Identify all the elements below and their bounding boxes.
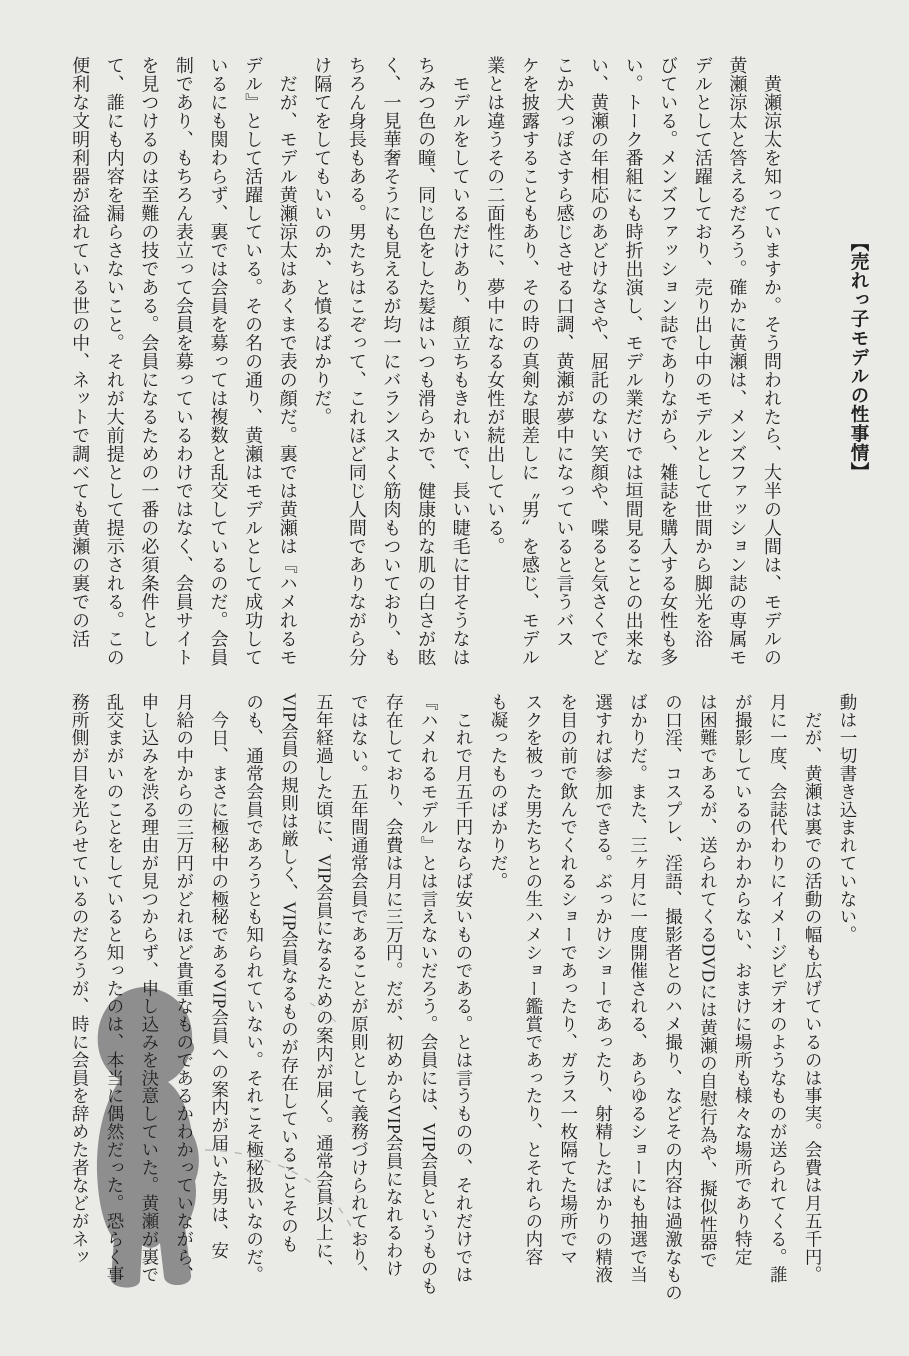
- text-column: ケを披露することもあり、その時の真剣な眼差しに〝男〟を感じ、モデル: [519, 56, 540, 667]
- text-column: 申し込みを渋る理由が見つからず、申し込みを決意していた。黄瀬が裏で: [139, 693, 160, 1284]
- text-column: 存在しており、会費は月に三万円。だが、初めからVIP会員になれるわけ: [384, 693, 405, 1278]
- text-column: スクを被った男たちとの生ハメショー鑑賞であったり、とそれらの内容: [523, 693, 544, 1266]
- text-column: びている。メンズファッション誌でありながら、雑誌を購入する女性も多: [658, 56, 679, 667]
- text-column: 黄瀬涼太を知っていますか。そう問われたら、大半の人間は、モデルの: [762, 56, 782, 667]
- text-column: を見つけるのは至難の技である。会員になるための一番の必須条件とし: [139, 56, 160, 648]
- text-column: い。トーク番組にも時折出演し、モデル業だけでは垣間見ることの出来な: [623, 56, 644, 667]
- text-column: 黄瀬涼太と答えるだろう。確かに黄瀬は、メンズファッション誌の専属モ: [727, 56, 748, 667]
- text-column: デルとして活躍しており、売り出し中のモデルとして世間から脚光を浴: [692, 56, 713, 648]
- text-column: だが、黄瀬は裏での活動の幅も広げているのは事実。会費は月五千円。: [803, 693, 824, 1284]
- text-column: け隔てをしてもいいのか、と憤るばかりだ。: [312, 56, 333, 426]
- text-column: も凝ったものばかりだ。: [488, 693, 509, 890]
- text-column: のも、通常会員であろうとも知られていない。それこそ極秘扱いなのだ。: [244, 693, 265, 1284]
- text-column: 便利な文明利器が溢れている世の中、ネットで調べても黄瀬の裏での活: [70, 56, 91, 648]
- text-column: 五年経過した頃に、VIP会員になるための案内が届く。通常会員以上に、: [314, 693, 335, 1278]
- text-column: て、誰にも内容を漏らさないこと。それが大前提として提示される。この: [104, 56, 125, 667]
- text-column: を目の前で飲んでくれるショーであったり、ガラス一枚隔てた場所でマ: [558, 693, 579, 1266]
- text-column: 今日、まさに極秘中の極秘であるVIP会員への案内が届いた男は、安: [209, 693, 230, 1260]
- text-column: は困難であるが、送られてくるDVDには黄瀬の自慰行為や、擬似性器で: [698, 693, 719, 1270]
- text-column: VIP会員の規則は厳しく、VIP会員なるものが存在していることそのも: [279, 693, 300, 1253]
- text-column: いるにも関わらず、裏では会員を募っては複数と乱交しているのだ。会員: [208, 56, 229, 667]
- text-column: 月に一度、会誌代わりにイメージビデオのようなものが送られてくる。誰: [768, 693, 789, 1284]
- text-block-top: [63, 56, 789, 667]
- text-column: 選すれば参加できる。ぶっかけショーであったり、射精したばかりの精液: [593, 693, 614, 1284]
- page-title: 【売れっ子モデルの性事情】: [848, 233, 868, 482]
- text-column: ではない。五年間通常会員であることが原則として義務づけられており、: [349, 693, 370, 1284]
- text-column: デル』として活躍している。その名の通り、黄瀬はモデルとして成功して: [243, 56, 264, 667]
- text-block-bottom: [62, 693, 865, 1302]
- text-column: ちろん身長もある。男たちはこぞって、これほど同じ人間でありながら分: [346, 56, 367, 667]
- text-column: 乱交まがいのことをしていると知ったのは、本当に偶然だった。恐らく事: [104, 693, 125, 1284]
- text-column: これで月五千円ならば安いものである。とは言うものの、それだけでは: [454, 693, 475, 1284]
- text-column: こか犬っぽさすら感じさせる口調、黄瀬が夢中になっていると言うバス: [554, 56, 575, 648]
- text-column: ちみつ色の瞳、同じ色をした髪はいつも滑らかで、健康的な肌の白さが眩: [416, 56, 437, 667]
- text-column: 務所側が目を光らせているのだろうが、時に会員を辞めた者などがネッ: [70, 693, 91, 1266]
- text-column: 動は一切書き込まれていない。: [838, 693, 858, 944]
- text-column: モデルをしているだけあり、顔立ちもきれいで、長い睫毛に甘そうなは: [450, 56, 471, 667]
- text-column: く、一見華奢そうにも見えるが均一にバランスよく筋肉もついており、も: [381, 56, 402, 667]
- text-column: い、黄瀬の年相応のあどけなさや、屈託のない笑顔や、喋ると気さくでど: [589, 56, 610, 667]
- text-column: 月給の中からの三万円がどれほど貴重なものであるかわかっていながら、: [174, 693, 195, 1284]
- text-column: が撮影しているのかわからない、おまけに場所も様々な場所であり特定: [733, 693, 754, 1266]
- text-column: 制であり、もちろん表立って会員を募っているわけではなく、会員サイト: [173, 56, 194, 667]
- text-column: 業とは違うその二面性に、夢中になる女性が続出している。: [485, 56, 506, 556]
- text-column: だが、モデル黄瀬涼太はあくまで表の顔だ。裏では黄瀬は『ハメれるモ: [277, 56, 298, 667]
- text-column: 『ハメれるモデル』とは言えないだろう。会員には、VIP会員というものも: [419, 693, 440, 1296]
- text-column: ばかりだ。また、三ヶ月に一度開催される、あらゆるショーにも抽選で当: [628, 693, 649, 1284]
- text-column: の口淫、コスプレ、淫語、撮影者とのハメ撮り、などその内容は過激なもの: [663, 693, 684, 1302]
